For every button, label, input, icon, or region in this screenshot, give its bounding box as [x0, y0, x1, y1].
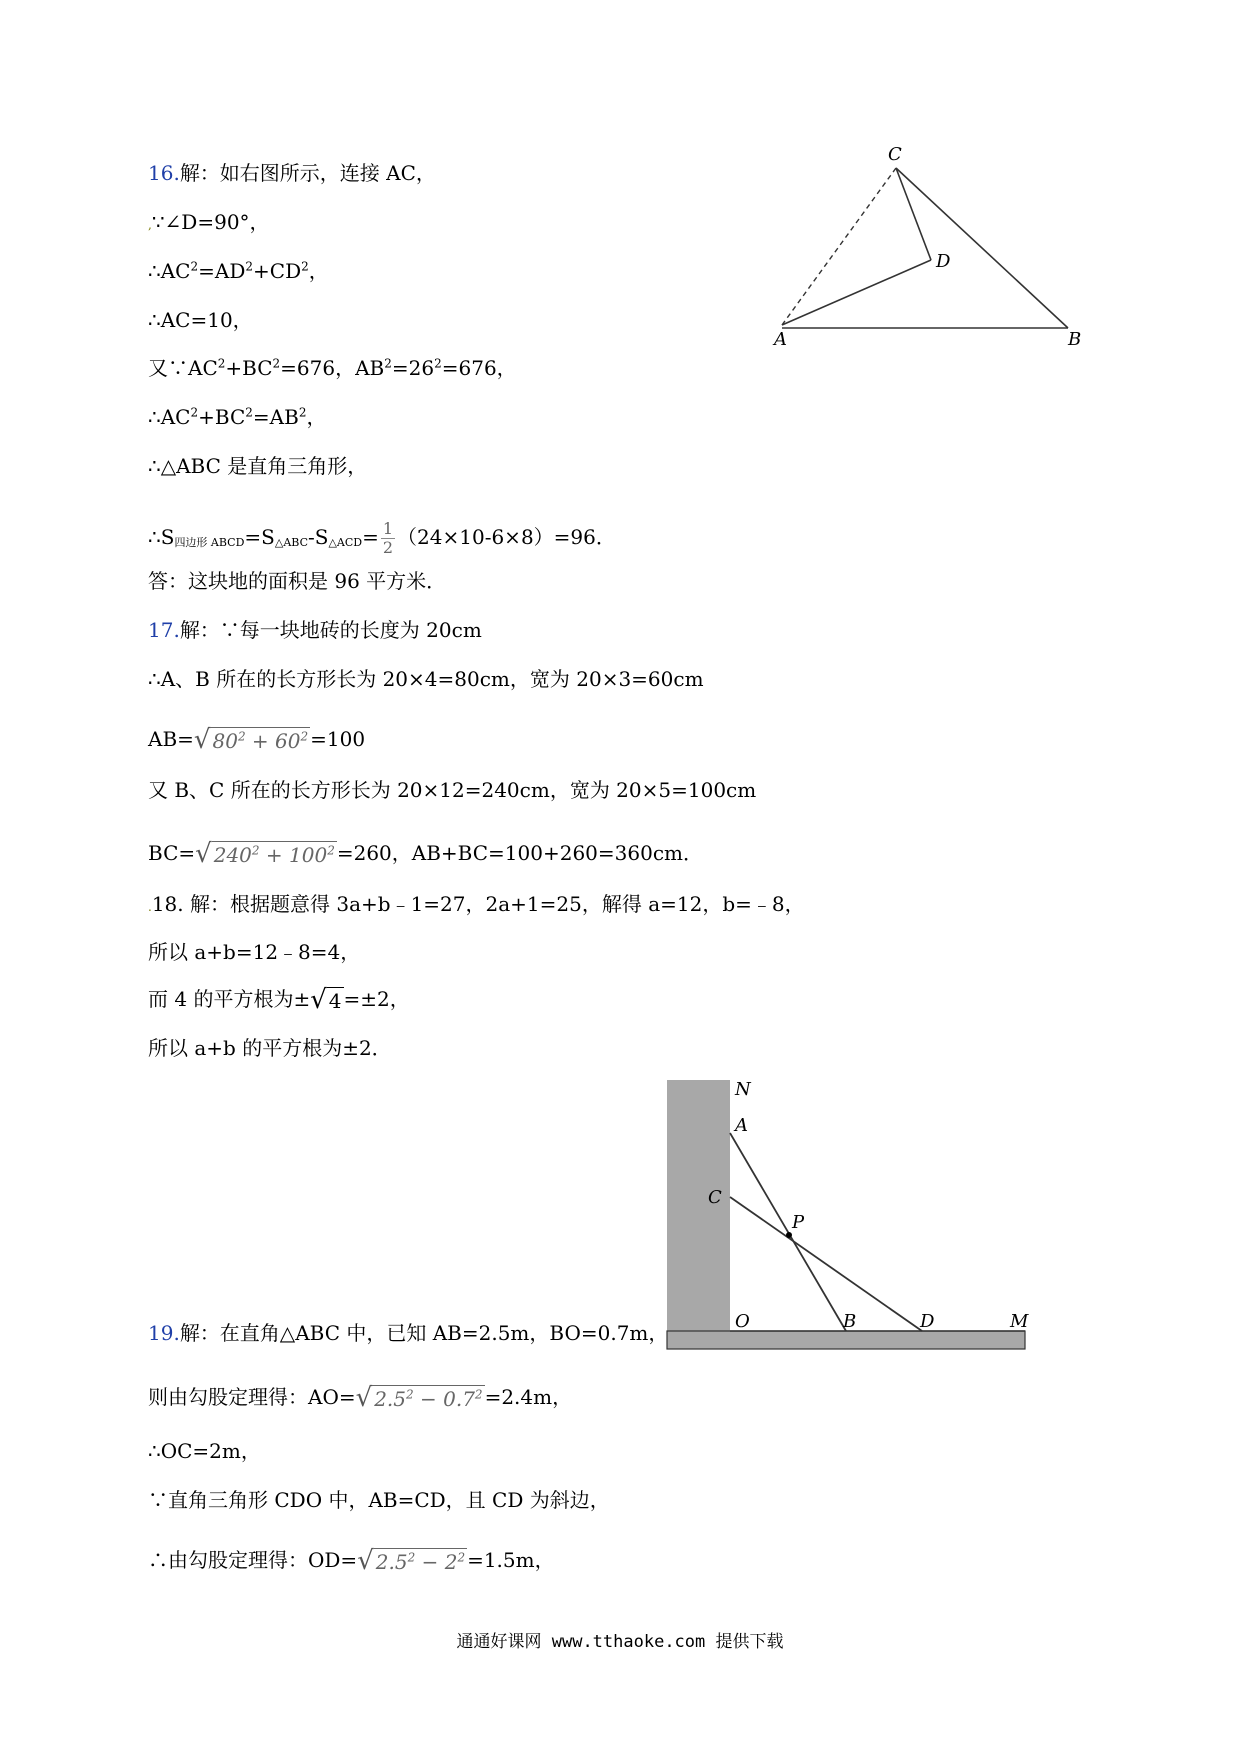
t: ∴AC: [148, 259, 191, 283]
t: =1.5m，: [467, 1548, 555, 1572]
quadrilateral-figure: [768, 140, 1108, 350]
t: 2.5: [374, 1387, 406, 1411]
p16-line6: ∴△ABC 是直角三角形，: [148, 454, 368, 478]
t: =260，AB+BC=100+260=360cm．: [336, 841, 704, 865]
t: + 100: [259, 843, 328, 867]
label-a: A: [774, 329, 787, 350]
numerator: 1: [382, 519, 394, 538]
p18-line3: 所以 a+b 的平方根为±2．: [148, 1036, 392, 1060]
ladder-ab: [730, 1133, 846, 1331]
t: =2.4m，: [484, 1385, 573, 1409]
label-a: A: [735, 1115, 748, 1136]
sup: 2: [272, 356, 281, 371]
p16-head-text: 解：如右图所示，连接 AC，: [179, 161, 436, 185]
p19-line4: [148, 1547, 555, 1575]
p16-heading: [148, 160, 436, 186]
t: ，: [308, 259, 329, 283]
p16-line1-text: ∵∠D=90°，: [151, 210, 270, 234]
sub: △ACD: [328, 536, 363, 549]
segment-cd: [896, 168, 931, 260]
t: =±2，: [343, 987, 410, 1011]
stray-mark: ,: [148, 218, 152, 232]
label-d: D: [936, 251, 951, 272]
sup: 2: [301, 259, 309, 274]
t: =: [362, 525, 379, 549]
p16-line1: [148, 209, 270, 238]
radicand: [212, 841, 337, 868]
p18-heading: [148, 891, 805, 920]
sub: 四边形 ABCD: [174, 536, 245, 549]
t: BC=: [148, 841, 196, 865]
sup: 2: [434, 356, 442, 371]
t: +CD: [253, 259, 302, 283]
p18-head-text: 解：根据题意得 3a+b﹣1=27，2a+1=25，解得 a=12，b=﹣8，: [190, 892, 805, 916]
radicand: [210, 727, 310, 754]
fraction-half: [381, 520, 395, 557]
p17-heading: [148, 617, 482, 643]
p19-heading: [148, 1320, 668, 1346]
sup: 2: [384, 356, 392, 371]
t: ，: [306, 405, 327, 429]
sqrt-expression: [310, 987, 343, 1014]
label-b: B: [1068, 329, 1082, 350]
t: =100: [310, 727, 366, 751]
radical-sign: √: [195, 839, 212, 869]
t: =AD: [198, 259, 246, 283]
t: ∴由勾股定理得：OD=: [148, 1548, 358, 1572]
p16-line3: ∴AC=10，: [148, 308, 253, 332]
sqrt-expression: [356, 1385, 485, 1412]
segment-cb: [896, 168, 1068, 328]
t: − 0.7: [413, 1387, 475, 1411]
label-c: C: [708, 1187, 722, 1208]
sub: △ABC: [274, 536, 308, 549]
t: 又∵AC: [148, 356, 218, 380]
sup: 2: [237, 729, 246, 744]
sup: 2: [190, 259, 199, 274]
sup: 2: [407, 1550, 416, 1565]
t: =26: [391, 356, 435, 380]
problem-number: 19.: [148, 1321, 180, 1345]
problem-number: 17.: [148, 618, 180, 642]
p17-line4: [148, 840, 703, 868]
p17-line1: ∴A、B 所在的长方形长为 20×4=80cm，宽为 20×3=60cm: [148, 667, 704, 691]
sup: 2: [245, 405, 253, 420]
t: 80: [212, 729, 238, 753]
sqrt-expression: [357, 1548, 467, 1575]
sup: 2: [457, 1550, 466, 1565]
sup: 2: [474, 1387, 483, 1402]
radical-sign: √: [310, 985, 327, 1015]
denominator: 2: [382, 538, 394, 557]
t: 则由勾股定理得：AO=: [148, 1385, 356, 1409]
t: ∴AC: [148, 405, 191, 429]
t: -S: [307, 525, 329, 549]
ground: [667, 1331, 1025, 1349]
t: 2.5: [375, 1550, 408, 1574]
p16-line2: [148, 258, 329, 284]
ladder-cd: [730, 1197, 922, 1331]
sup: 2: [300, 729, 309, 744]
sup: 2: [327, 843, 335, 858]
sqrt-expression: [195, 841, 337, 868]
radical-sign: √: [357, 1546, 374, 1576]
p18-line1: 所以 a+b=12﹣8=4，: [148, 940, 361, 964]
t: +BC: [198, 405, 246, 429]
sup: 2: [298, 405, 307, 420]
t: =AB: [252, 405, 299, 429]
p19-line1: [148, 1384, 572, 1412]
segment-da: [782, 260, 931, 325]
sup: 2: [406, 1387, 414, 1402]
sqrt-expression: [194, 727, 310, 754]
p17-head-text: 解：∵每一块地砖的长度为 20cm: [179, 618, 482, 642]
t: =676，: [441, 356, 517, 380]
t: ∴S: [148, 525, 175, 549]
radicand: 4: [328, 989, 342, 1013]
sup: 2: [217, 356, 226, 371]
t: （24×10-6×8）=96．: [397, 525, 616, 549]
page-footer: 通通好课网 www.tthaoke.com 提供下载: [456, 1632, 784, 1652]
p16-answer: 答：这块地的面积是 96 平方米．: [148, 569, 447, 593]
t: =676，AB: [280, 356, 385, 380]
sup: 2: [190, 405, 199, 420]
t: AB=: [148, 727, 194, 751]
sup: 2: [251, 843, 260, 858]
radical-sign: √: [355, 1383, 373, 1413]
sup: 2: [245, 259, 254, 274]
t: +BC: [225, 356, 273, 380]
p19-head-text: 解：在直角△ABC 中，已知 AB=2.5m，BO=0.7m，: [179, 1321, 669, 1345]
p16-line5: [148, 404, 326, 430]
label-d: D: [920, 1311, 935, 1332]
label-o: O: [735, 1311, 750, 1332]
p16-line7: [148, 520, 616, 557]
radicand: [372, 1385, 484, 1412]
t: − 2: [415, 1550, 458, 1574]
ladder-figure: [660, 1075, 1060, 1360]
label-p: P: [792, 1212, 805, 1233]
label-m: M: [1010, 1311, 1029, 1332]
p17-line3: 又 B、C 所在的长方形长为 20×12=240cm，宽为 20×5=100cm: [148, 778, 757, 802]
t: =S: [244, 525, 275, 549]
p19-line2: ∴OC=2m，: [148, 1439, 261, 1463]
p16-line4: [148, 355, 517, 381]
t: 240: [213, 843, 252, 867]
p19-line3: ∵直角三角形 CDO 中，AB=CD，且 CD 为斜边，: [148, 1488, 610, 1512]
label-n: N: [735, 1079, 751, 1100]
radical-sign: √: [193, 725, 211, 755]
t: 而 4 的平方根为±: [148, 987, 311, 1011]
problem-number: 18.: [151, 892, 184, 916]
problem-number: 16.: [148, 161, 180, 185]
radicand: [374, 1548, 467, 1575]
p18-line2: [148, 986, 410, 1014]
p17-line2: [148, 726, 365, 754]
segment-ac-dashed: [782, 168, 896, 325]
stray-mark: .: [148, 900, 152, 914]
label-b: B: [843, 1311, 857, 1332]
t: + 60: [245, 729, 301, 753]
label-c: C: [888, 144, 902, 165]
